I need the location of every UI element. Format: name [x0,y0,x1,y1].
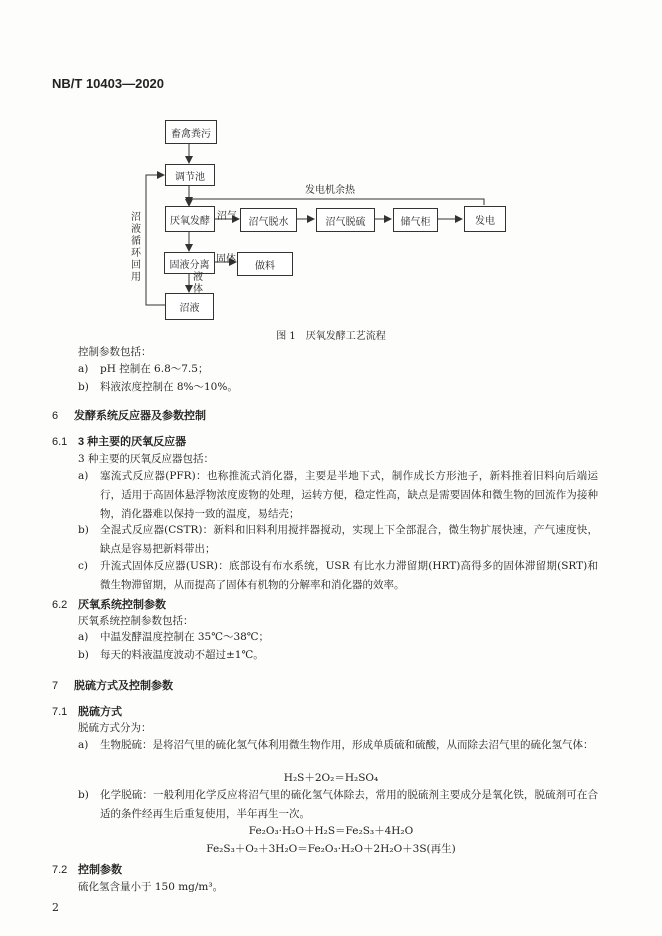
label-liquid: 液 体 [193,272,203,295]
section-7-2-heading [52,861,122,877]
list-text: 中温发酵温度控制在 35℃～38℃； [100,631,270,643]
list-marker: a) [78,739,89,751]
box-biogas-slurry: 沼液 [165,293,214,320]
box-biogas-dewater: 沼气脱水 [240,208,297,232]
list-marker: b) [78,524,89,536]
list-text: 化学脱硫：一般利用化学反应将沼气里的硫化氢气体除去，常用的脱硫剂主要成分是氧化铁，脱硫剂可在合适的条件经再生后重复使用，半年再生一次。 [100,789,598,820]
section-number: 6.2 [52,599,68,611]
section-6-heading [52,407,206,423]
equation-biological: H₂S＋2O₂＝H₂SO₄ [283,772,379,784]
list-marker: a) [78,631,89,643]
label-waste-heat: 发电机余热 [305,185,355,196]
section-6-1-lead: 3 种主要的厌氧反应器包括： [78,453,215,465]
section-title: 控制参数 [78,864,122,876]
section-6-1-item-b [78,521,598,559]
section-6-2-heading [52,596,166,612]
section-number: 7.1 [52,706,68,718]
arrow-waste-heat-return [189,199,484,206]
box-adjust-tank: 调节池 [165,164,215,186]
box-gas-storage: 储气柜 [393,208,438,232]
list-text: 塞流式反应器(PFR)：也称推流式消化器，主要是半地下式，制作成长方形池子，新料推着旧料向后端运行，适用于高固体悬浮物浓度废物的处理，运转方便，稳定性高，缺点是需要固体和微生物的回流作为接种物，消化器难以保持一致的温度，易结壳； [100,470,598,520]
figure-caption: 图 1 厌氧发酵工艺流程 [276,331,386,342]
list-text: 升流式固体反应器(USR)：底部设有布水系统，USR 有比水力滞留期(HRT)高得多的固体滞留期(SRT)和微生物滞留期，从而提高了固体有机物的分解率和消化器的效率。 [100,560,598,591]
list-marker: a) [78,363,89,375]
section-7-heading [52,677,173,693]
list-text: 料液浓度控制在 8%～10%。 [100,381,238,393]
section-title: 脱硫方式 [78,706,122,718]
section-6-2-item-b [78,646,598,665]
intro-lead: 控制参数包括： [78,346,152,358]
section-7-1-lead: 脱硫方式分为： [78,722,152,734]
section-6-1-heading [52,433,186,449]
list-text: 生物脱硫：是将沼气里的硫化氢气体利用微生物作用，形成单质硫和硫酸，从而除去沼气里的硫化氢气体： [100,739,594,751]
box-fertilizer: 做料 [237,252,293,276]
section-6-2-item-a [78,628,598,647]
label-slurry-recycle: 沼 液 循 环 回 用 [131,212,141,283]
list-marker: b) [78,649,89,661]
section-title: 3 种主要的厌氧反应器 [78,436,187,448]
box-solid-liquid-separation: 固液分离 [164,252,215,274]
section-number: 7 [52,680,59,692]
list-text: pH 控制在 6.8～7.5； [100,363,209,375]
section-7-1-item-a [78,736,598,755]
box-biogas-desulf: 沼气脱硫 [316,208,375,232]
flow-connectors [0,0,662,340]
section-title: 发酵系统反应器及参数控制 [74,410,206,422]
box-anaerobic-digestion: 厌氧发酵 [165,206,215,232]
intro-item-a [78,360,598,379]
section-6-1-item-a [78,467,598,524]
equation-chemical-2: Fe₂S₃＋O₂＋3H₂O＝Fe₂O₃·H₂O＋2H₂O＋3S(再生) [206,843,456,855]
section-number: 6.1 [52,436,68,448]
page-number: 2 [52,901,59,914]
list-marker: c) [78,560,88,572]
list-text: 每天的料液温度波动不超过±1℃。 [100,649,264,661]
section-title: 脱硫方式及控制参数 [74,680,173,692]
section-6-1-item-c [78,557,598,595]
list-text: 全混式反应器(CSTR)：新料和旧料利用搅拌器搅动，实现上下全部混合，微生物扩展快速，产气速度快，缺点是容易把新料带出； [100,524,598,555]
intro-item-b [78,378,598,397]
section-7-1-heading [52,703,122,719]
equation-chemical-1: Fe₂O₃·H₂O＋H₂S＝Fe₂S₃＋4H₂O [248,825,414,837]
list-marker: b) [78,789,89,801]
box-livestock-waste: 畜禽粪污 [165,120,217,144]
label-biogas: 沼气 [217,211,237,222]
section-7-1-item-b [78,786,598,824]
section-number: 6 [52,410,59,422]
section-number: 7.2 [52,864,68,876]
document-id: NB/T 10403—2020 [52,76,165,91]
arrow-slurry-recycle [146,175,165,305]
box-power-generation: 发电 [464,206,506,232]
section-6-2-lead: 厌氧系统控制参数包括： [78,615,194,627]
label-solid: 固体 [216,254,236,265]
section-7-2-text: 硫化氢含量小于 150 mg/m³。 [78,881,224,893]
section-title: 厌氧系统控制参数 [78,599,166,611]
list-marker: a) [78,470,89,482]
list-marker: b) [78,381,89,393]
